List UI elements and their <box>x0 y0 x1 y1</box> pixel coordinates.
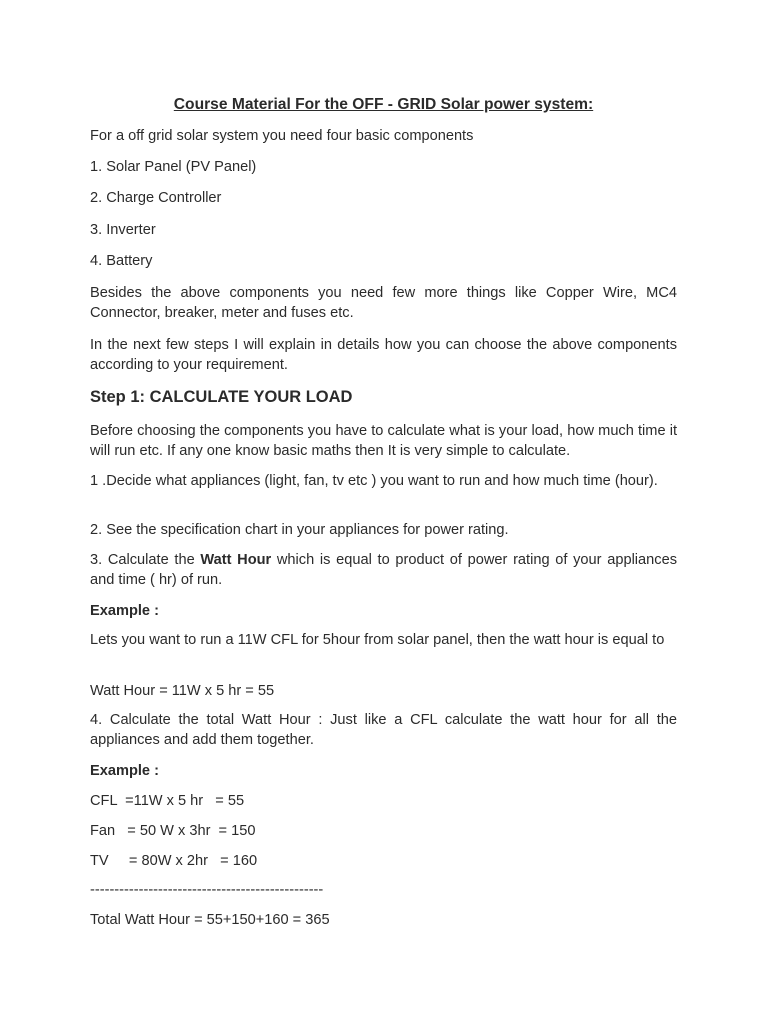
document-page <box>90 0 677 1024</box>
besides-paragraph: Besides the above components you need few more things like Copper Wire, MC4 Connector, breaker, meter and fuses etc. <box>90 285 677 321</box>
example-label-1: Example : <box>90 603 159 619</box>
component-item-4: 4. Battery <box>90 253 153 269</box>
next-steps-paragraph: In the next few steps I will explain in details how you can choose the above components according to your requirement. <box>90 337 677 373</box>
component-item-3: 3. Inverter <box>90 222 156 238</box>
list-item-3-suffix: which is equal to product of power rating of your appliances and time ( hr) of run. <box>90 552 677 588</box>
list-item-3-prefix: 3. Calculate the <box>90 552 201 568</box>
intro-paragraph: For a off grid solar system you need four basic components <box>90 128 474 144</box>
step1-heading: Step 1: CALCULATE YOUR LOAD <box>90 388 353 406</box>
example-label-2: Example : <box>90 763 159 779</box>
separator-line: ------------------------------------------------ <box>90 882 324 898</box>
example1-formula: Watt Hour = 11W x 5 hr = 55 <box>90 683 275 699</box>
calc-cfl: CFL =11W x 5 hr = 55 <box>90 793 245 809</box>
step1-intro-paragraph: Before choosing the components you have to calculate what is your load, how much time it will run etc. If any one know basic maths then It is very simple to calculate. <box>90 423 677 459</box>
calc-tv: TV = 80W x 2hr = 160 <box>90 853 258 869</box>
list-item-1: 1 .Decide what appliances (light, fan, tv etc ) you want to run and how much time (hour). <box>90 473 658 489</box>
watt-hour-term: Watt Hour <box>200 552 272 568</box>
list-item-4: 4. Calculate the total Watt Hour : Just like a CFL calculate the watt hour for all the appliances and add them together. <box>90 712 677 748</box>
example1-paragraph: Lets you want to run a 11W CFL for 5hour from solar panel, then the watt hour is equal to <box>90 632 665 648</box>
component-item-2: 2. Charge Controller <box>90 190 222 206</box>
list-item-2: 2. See the specification chart in your appliances for power rating. <box>90 522 509 538</box>
document-title: Course Material For the OFF - GRID Solar power system: <box>173 96 594 113</box>
list-item-3 <box>90 550 677 590</box>
component-item-1: 1. Solar Panel (PV Panel) <box>90 159 257 175</box>
calc-fan: Fan = 50 W x 3hr = 150 <box>90 823 256 839</box>
total-watt-hour: Total Watt Hour = 55+150+160 = 365 <box>90 912 330 928</box>
